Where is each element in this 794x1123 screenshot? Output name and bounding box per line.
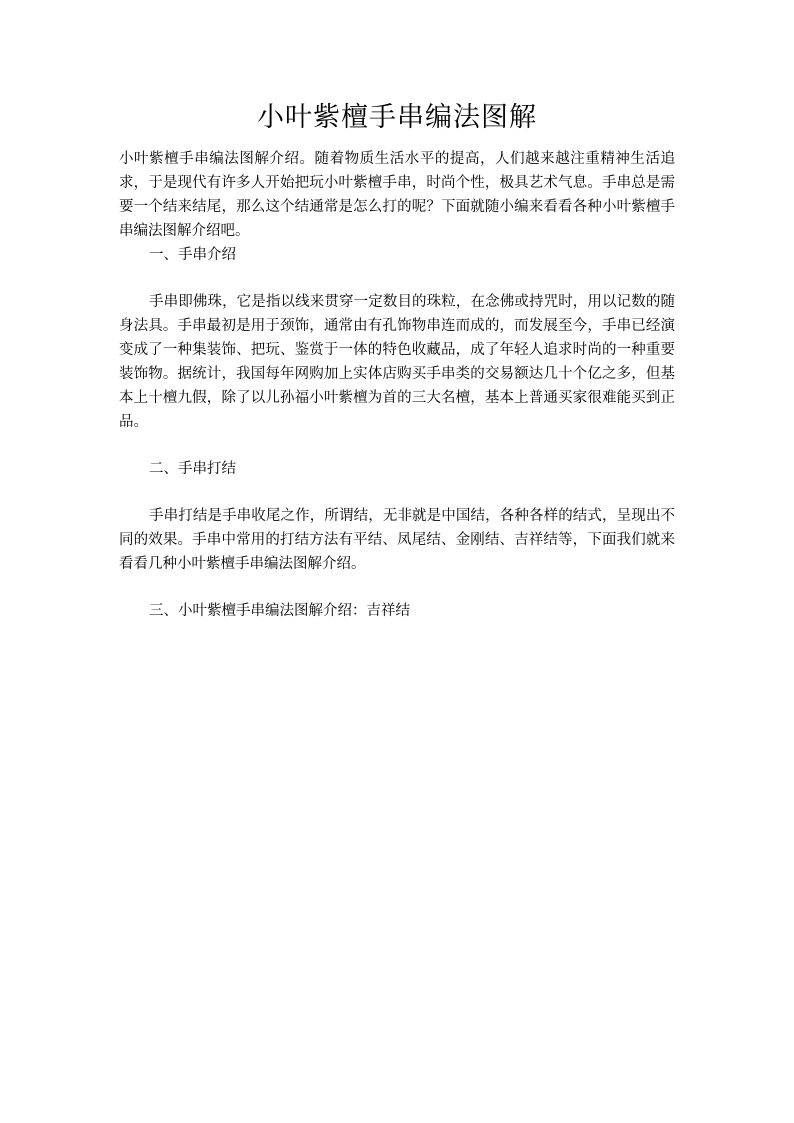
intro-paragraph: 小叶紫檀手串编法图解介绍。随着物质生活水平的提高，人们越来越注重精神生活追求，于是现代有许多人开始把玩小叶紫檀手串，时尚个性，极具艺术气息。手串总是需要一个结来结尾，那么这个结通常是怎么打的呢？下面就随小编来看看各种小叶紫檀手串编法图解介绍吧。 <box>119 151 675 239</box>
section1-heading: 一、手串介绍 <box>149 247 236 263</box>
document-body <box>119 147 675 623</box>
section1-paragraph: 手串即佛珠，它是指以线来贯穿一定数目的珠粒，在念佛或持咒时，用以记数的随身法具。手串最初是用于颈饰，通常由有孔饰物串连而成的，而发展至今，手串已经演变成了一种集装饰、把玩、鉴赏于一体的特色收藏品，成了年轻人追求时尚的一种重要装饰物。据统计，我国每年网购加上实体店购买手串类的交易额达几十个亿之多，但基本上十檀九假，除了以儿孙福小叶紫檀为首的三大名檀，基本上普通买家很难能买到正品。 <box>119 294 675 430</box>
section2-paragraph: 手串打结是手串收尾之作，所谓结，无非就是中国结，各种各样的结式，呈现出不同的效果。手串中常用的打结方法有平结、凤尾结、金刚结、吉祥结等，下面我们就来看看几种小叶紫檀手串编法图解介绍。 <box>119 508 675 572</box>
document-title: 小叶紫檀手串编法图解 <box>257 102 537 133</box>
section2-heading: 二、手串打结 <box>149 461 236 477</box>
section3-heading: 三、小叶紫檀手串编法图解介绍：吉祥结 <box>149 603 410 619</box>
